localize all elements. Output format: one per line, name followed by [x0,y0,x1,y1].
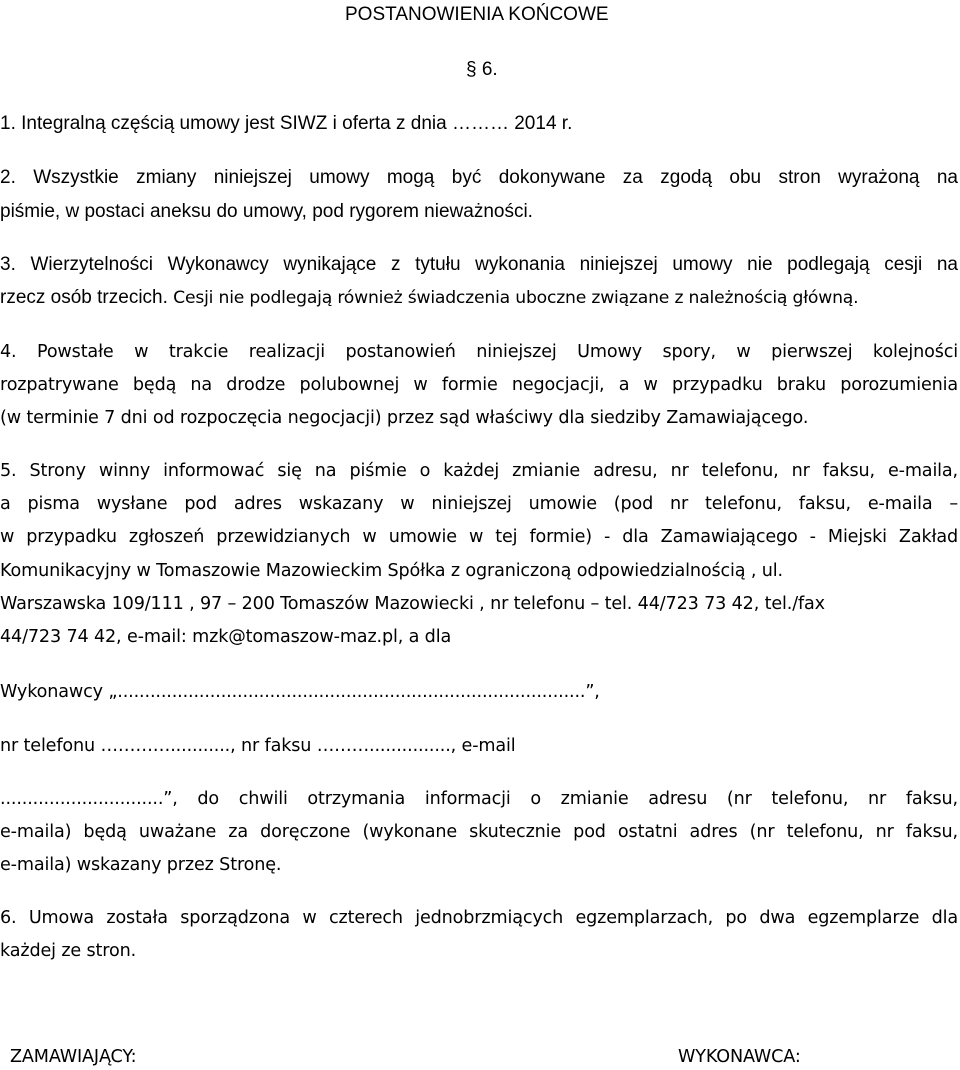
clause-5-line-2: a pisma wysłane pod adres wskazany w niniejszej umowie (pod nr telefonu, faksu, e-maila – [0,494,958,514]
clause-3-line-2-part-b: Cesji nie podlegają również świadczenia uboczne związane z należnością główną. [167,288,859,308]
contractor-name-line: Wykonawcy „......................................................................................”, [0,682,600,702]
clause-5-line-6: 44/723 74 42, e-mail: mzk@tomaszow-maz.pl, a dla [0,627,452,647]
clause-2-line-1: 2. Wszystkie zmiany niniejszej umowy mogą być dokonywane za zgodą obu stron wyrażoną na [0,167,958,188]
clause-3-line-2 [0,286,858,310]
clause-6-line-2: każdej ze stron. [0,941,137,961]
signature-contractor-label: WYKONAWCA: [678,1047,801,1067]
page-heading: POSTANOWIENIA KOŃCOWE [345,4,609,25]
clause-6-line-1: 6. Umowa została sporządzona w czterech jednobrzmiących egzemplarzach, po dwa egzemplarze dla [0,908,958,928]
clause-5-tail-line-2: e-maila) będą uważane za doręczone (wykonane skutecznie pod ostatni adres (nr telefonu, nr faksu, [0,822,958,842]
clause-5-line-4: Komunikacyjny w Tomaszowie Mazowieckim Spółka z ograniczoną odpowiedzialnością , ul. [0,561,783,581]
clause-4-line-1: 4. Powstałe w trakcie realizacji postanowień niniejszej Umowy spory, w pierwszej kolejności [0,342,958,362]
clause-2-line-2: piśmie, w postaci aneksu do umowy, pod rygorem nieważności. [0,201,533,222]
contractor-contact-line: nr telefonu …………..........., nr faksu ………..............., e-mail [0,736,516,756]
signature-orderer-label: ZAMAWIAJĄCY: [10,1047,137,1067]
clause-1-line-1: 1. Integralną częścią umowy jest SIWZ i oferta z dnia ……… 2014 r. [0,113,573,134]
clause-5-line-5: Warszawska 109/111 , 97 – 200 Tomaszów Mazowiecki , nr telefonu – tel. 44/723 73 42, tel./fax [0,594,825,614]
section-number: § 6. [466,59,498,80]
clause-3-line-1: 3. Wierzytelności Wykonawcy wynikające z tytułu wykonania niniejszej umowy nie podlegają cesji na [0,254,958,275]
clause-4-line-2: rozpatrywane będą na drodze polubownej w formie negocjacji, a w przypadku braku porozumienia [0,375,958,395]
clause-5-tail-line-3: e-maila) wskazany przez Stronę. [0,855,282,875]
clause-5-line-1: 5. Strony winny informować się na piśmie o każdej zmianie adresu, nr telefonu, nr faksu, e-maila, [0,461,958,481]
clause-4-line-3: (w terminie 7 dni od rozpoczęcia negocjacji) przez sąd właściwy dla siedziby Zamawiającego. [0,408,809,428]
clause-5-tail-line-1: ..............................”, do chwili otrzymania informacji o zmianie adresu (nr telefonu, nr faksu, [0,789,958,809]
clause-5-line-3: w przypadku zgłoszeń przewidzianych w umowie w tej formie) - dla Zamawiającego - Miejski Zakład [0,527,958,547]
clause-3-line-2-part-a: rzecz osób trzecich. [0,287,168,308]
